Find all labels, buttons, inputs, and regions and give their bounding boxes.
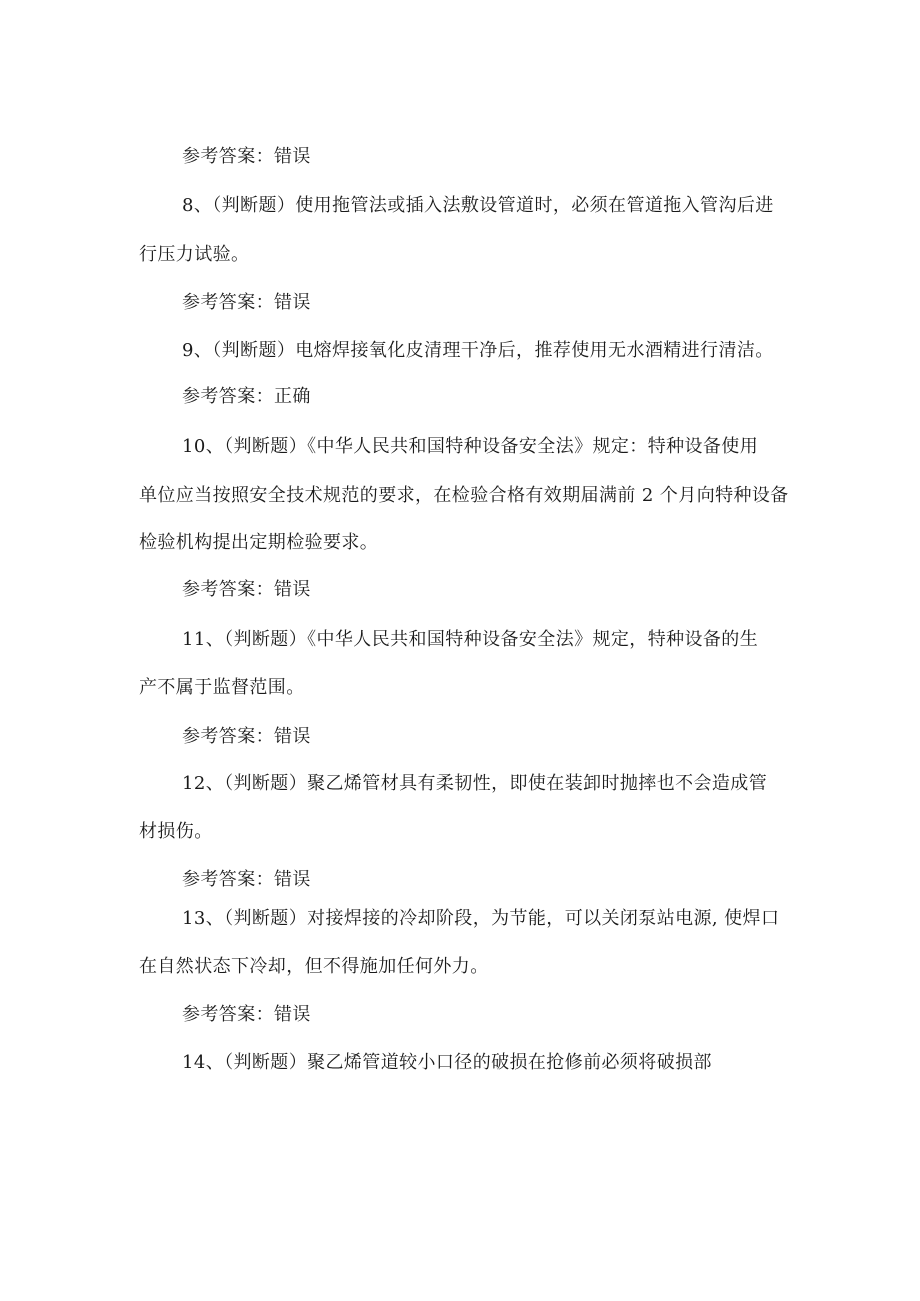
answer-line: 参考答案：错误 bbox=[182, 726, 311, 747]
question-line: 9、（判断题）电熔焊接氧化皮清理干净后，推荐使用无水酒精进行清洁。 bbox=[182, 340, 774, 361]
question-line: 单位应当按照安全技术规范的要求，在检验合格有效期届满前 2 个月向特种设备 bbox=[139, 485, 789, 506]
answer-line: 参考答案：错误 bbox=[182, 869, 311, 890]
question-line: 11、（判断题）《中华人民共和国特种设备安全法》规定，特种设备的生 bbox=[182, 629, 759, 650]
question-line: 12、（判断题）聚乙烯管材具有柔韧性，即使在装卸时抛摔也不会造成管 bbox=[182, 773, 768, 794]
question-line: 在自然状态下冷却，但不得施加任何外力。 bbox=[139, 956, 489, 977]
question-line: 8、（判断题）使用拖管法或插入法敷设管道时，必须在管道拖入管沟后进 bbox=[182, 195, 774, 216]
answer-line: 参考答案：错误 bbox=[182, 292, 311, 313]
answer-line: 参考答案：错误 bbox=[182, 579, 311, 600]
answer-line: 参考答案：正确 bbox=[182, 386, 311, 407]
question-line: 行压力试验。 bbox=[139, 244, 250, 265]
answer-line: 参考答案：错误 bbox=[182, 1004, 311, 1025]
question-line: 10、（判断题）《中华人民共和国特种设备安全法》规定：特种设备使用 bbox=[182, 436, 759, 457]
question-line: 13、（判断题）对接焊接的冷却阶段，为节能，可以关闭泵站电源, 使焊口 bbox=[182, 908, 780, 929]
answer-line: 参考答案：错误 bbox=[182, 146, 311, 167]
question-line: 检验机构提出定期检验要求。 bbox=[139, 532, 379, 553]
question-line: 材损伤。 bbox=[139, 821, 213, 842]
question-line: 产不属于监督范围。 bbox=[139, 677, 305, 698]
question-line: 14、（判断题）聚乙烯管道较小口径的破损在抢修前必须将破损部 bbox=[182, 1052, 712, 1073]
